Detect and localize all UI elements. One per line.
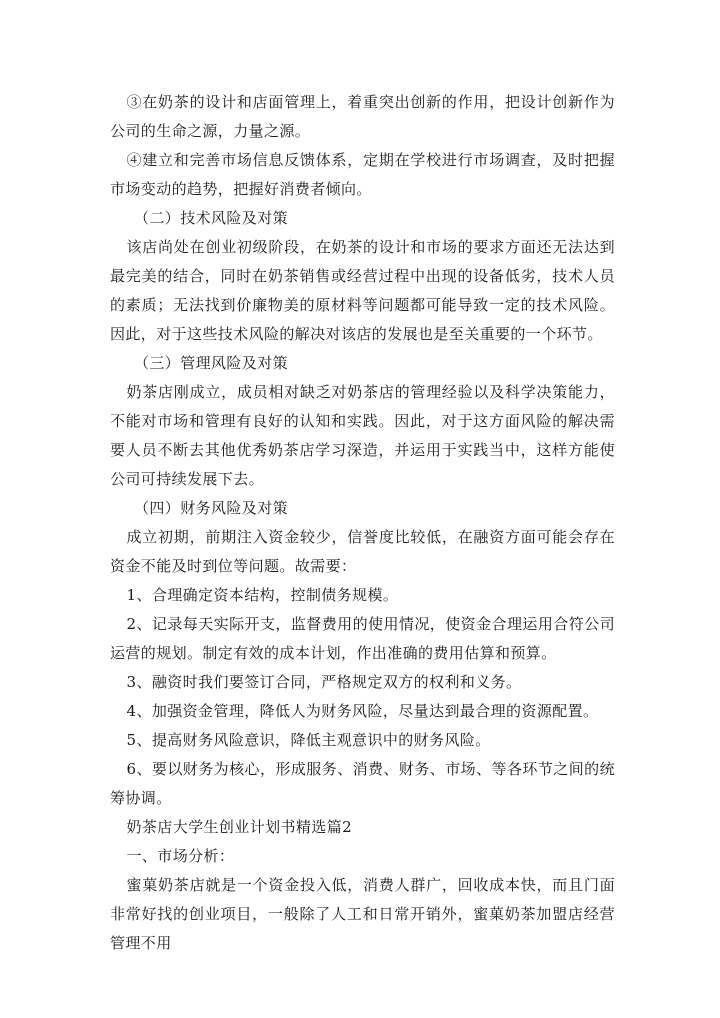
list-item-financial-2: 2、记录每天实际开支，监督费用的使用情况，使资金合理运用合符公司运营的规划。制定有效的成本计划，作出准确的费用估算和预算。 [110,615,615,662]
heading-management-risk: （三）管理风险及对策 [134,354,289,372]
paragraph-market-feedback: ④建立和完善市场信息反馈体系，定期在学校进行市场调查，及时把握市场变动的趋势，把握好消费者倾向。 [110,151,615,198]
paragraph-innovation: ③在奶茶的设计和店面管理上，着重突出创新的作用，把设计创新作为公司的生命之源，力量之源。 [110,93,615,140]
list-item-financial-1: 1、合理确定资本结构，控制债务规模。 [126,586,399,604]
heading-technical-risk: （二）技术风险及对策 [134,209,289,227]
section-title-plan-2: 奶茶店大学生创业计划书精选篇2 [126,818,353,836]
paragraph-management-risk: 奶茶店刚成立，成员相对缺乏对奶茶店的管理经验以及科学决策能力，不能对市场和管理有良好的认知和实践。因此，对于这方面风险的解决需要人员不断去其他优秀奶茶店学习深造，并运用于实践当中，这样方能使公司可持续发展下去。 [110,383,615,488]
heading-financial-risk: （四）财务风险及对策 [134,499,289,517]
heading-market-analysis: 一、市场分析： [126,847,235,865]
paragraph-technical-risk: 该店尚处在创业初级阶段，在奶茶的设计和市场的要求方面还无法达到最完美的结合，同时在奶茶销售或经营过程中出现的设备低劣，技术人员的素质；无法找到价廉物美的原材料等问题都可能导致一定的技术风险。因此，对于这些技术风险的解决对该店的发展也是至关重要的一个环节。 [110,238,615,343]
document-body [110,88,615,958]
list-item-financial-3: 3、融资时我们要签订合同，严格规定双方的权利和义务。 [126,673,522,691]
list-item-financial-6: 6、要以财务为核心，形成服务、消费、财务、市场、等各环节之间的统筹协调。 [110,760,615,807]
list-item-financial-4: 4、加强资金管理，降低人为财务风险，尽量达到最合理的资源配置。 [126,702,599,720]
paragraph-market-analysis: 蜜菓奶茶店就是一个资金投入低，消费人群广，回收成本快，而且门面非常好找的创业项目，一般除了人工和日常开销外，蜜菓奶茶加盟店经营管理不用 [110,876,615,952]
paragraph-financial-risk: 成立初期，前期注入资金较少，信誉度比较低，在融资方面可能会存在资金不能及时到位等问题。故需要： [110,528,615,575]
list-item-financial-5: 5、提高财务风险意识，降低主观意识中的财务风险。 [126,731,491,749]
